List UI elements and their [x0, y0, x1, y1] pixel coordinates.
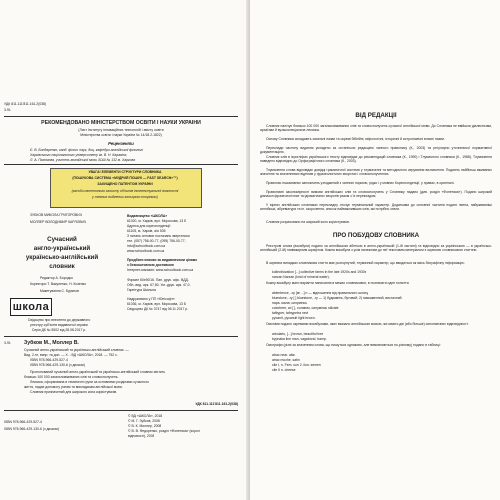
- example-entry: bluestone, -ry [ ] bluestone, -ry — 1) будкамінь, бутовий; 2) гамкаменний, вистачний: [272, 296, 402, 300]
- example-entry: cile I, n. Fem. son 2. ilon: semen: [272, 363, 321, 367]
- paragraph: Омографи (різні за значенням слова, що пишуться однаково, але вимовляються по-різному) подано в таблиці:: [266, 343, 441, 347]
- isbn: ISBN 978-966-429-527-4: [4, 420, 42, 424]
- order-title: з безкоштовною доставкою: [127, 263, 174, 267]
- paragraph: Переклади частину видання укладено за останньою редакцією чинного правопису (К., 2003) та регулярно уточнюючої нормативної документацією.: [260, 146, 492, 154]
- paragraph: Правописні закономірності вимови англійських слів та словосполучень у Словнику надано (див. розділ «Фонетика»). Подано широкий діапазон фразеологічних та ідіоматичних зворотів разом з їх перекладом.: [260, 190, 492, 198]
- copyright: © М. Г. Зубков, 2008: [128, 419, 160, 423]
- isbn: ISBN 978-966-429-130-6 (з диском): [4, 427, 59, 431]
- patent-notice-line: (ПОШУКОВА СИСТЕМА «МУДРИЙ ПОШУК — FAST SEARCH»™): [72, 176, 178, 180]
- right-page: [250, 0, 500, 500]
- annotation-line: Лексика, сформована в тематичні групи за основними розділами сучасного: [30, 380, 149, 384]
- patent-notice-line: ЗАХИЩЕНО ПАТЕНТОМ УКРАЇНИ: [97, 182, 153, 186]
- annotation-line: близько 100 000 загальновживаних слів та словосполучень.: [24, 375, 119, 379]
- udc-code: УДК 811.111'811.161.2(038): [4, 102, 47, 106]
- paragraph: Словник налічує близько 100 000 загальновживаних слів та словосполучень сучасної англійської мови. До Словника не ввійшли діалектизми, архаїзми й вузькоспеціальна лексика.: [260, 124, 492, 132]
- printer-info: Свідоцтво ДК № 3747 від 06.11.2017 р.: [127, 307, 189, 311]
- order-title: Придбати книжки за видавничими цінами: [127, 258, 198, 262]
- paragraph: Основу Словника складають загальні назви та окремі біблійні, міфологічні, історичні й астрономічні власні назви.: [266, 137, 445, 141]
- publisher-info: 61105, м. Харків, а/я 535: [127, 229, 166, 233]
- format-info: Гарнітура Шкільна: [127, 288, 156, 292]
- publisher-logo: школа: [10, 298, 52, 316]
- publisher-info: тел. (057) 756-00-77, (095) 756-00-77,: [127, 239, 186, 243]
- example-entry: tafbyper, tafnypetra nevi: [272, 311, 309, 315]
- printer-info: 61036, м. Харків, вул. Морозова, 13 Б: [127, 302, 187, 306]
- example-entry: colorbeer, cd [ ], соляник, силумінсь silicate: [272, 306, 339, 310]
- reviewer: Л. А. Пахомова, учитель англійської мови ЗОШ № 132 м. Харкова: [30, 158, 136, 162]
- example-entry: abientence, -cy [æ ...] н — відношення від правильного шляху: [272, 291, 369, 295]
- proofreader-credit: Коректори Т. Вакуленко, Н. Козенко: [30, 282, 87, 286]
- example-entry: cile II n. cheese: [272, 368, 296, 372]
- recommendation-title: РЕКОМЕНДОВАНО МІНІСТЕРСТВОМ ОСВІТИ І НАУКИ УКРАЇНИ: [41, 120, 201, 126]
- book-title: словник: [49, 263, 75, 270]
- format-info: Обл.-вид. арк. 67,80. Ум.-друк. арк. 47,0.: [127, 283, 191, 287]
- section-heading: ВІД РЕДАКЦІЇ: [355, 112, 397, 119]
- section-heading: ПРО ПОБУДОВУ СЛОВНИКА: [332, 232, 420, 239]
- divider: [4, 164, 238, 165]
- recommendation-line: Міністерства освіти і науки України № 14/18.2-1822): [80, 133, 162, 137]
- certificate-info: Серія ДК № 5502 від 28.08.2017 р.: [31, 328, 87, 332]
- publisher-info: Адреса для кореспонденції:: [127, 224, 172, 228]
- layout-credit: Макетування С. Бурянов: [40, 289, 79, 293]
- divider: [4, 410, 238, 411]
- example-entry: arbolaris, [...] brown, beautiful tree: [272, 332, 324, 336]
- bibliography-line: Сучасний англо-український та українсько-англійський словник. —: [24, 348, 129, 352]
- paragraph: Правопис іншомовних запозичень узгоджений з чинною нормою, рідко і у мовних Кореспонденції, у правах, в оригіналі.: [266, 181, 455, 185]
- paragraph: Словник слів в ієрогліфах українського тексту відповідає до рекомендацій словника (К., 1990) і Тлумачного словника (К., 1988). Тлумачення наведено відповідно до Орфографічного словника (К., 2003).: [260, 155, 492, 163]
- publisher-info: 61020, м. Харків, вул. Моросова, 13 Б: [127, 219, 187, 223]
- reviewer: Харківського національного університету ім. В. Н. Каразіна;: [30, 153, 127, 157]
- paragraph: Реєстрові слова (вокабули) подано за англійською абеткою в англо-українській (1-ій частині) та відповідно за українською — в українсько-англійській (2-ій) напівжирним шрифтом. Кожна вокабула з усім належним до неї текстовим матеріалом є окремою словниковою статтею.: [260, 244, 492, 252]
- format-info: Формат 60х90/16. Пап. друк. офс. ВДД.: [127, 278, 189, 282]
- example-entry: пара. мала; силумінсь: [272, 301, 307, 305]
- author-name: МОЛЛЕР ВОЛОДИМИР КАРЛОВИЧ: [30, 220, 87, 224]
- udc-code: УДК 811.111'811.161.2(038): [195, 402, 238, 406]
- order-info: Інтернет-магазин: www.schoolbook.com.ua: [127, 268, 194, 272]
- bibliography-line: Вид. 2-ге, випр. та доп. — Х. : ВД «ШКОЛА», 2018. — 752 с.: [24, 353, 118, 357]
- author-name: ЗУБКОВ МИКОЛА ГРИГОРОВИЧ: [30, 213, 82, 217]
- publisher-info: www.schoolbook.com.ua: [127, 249, 165, 253]
- example-entry: bypnaka line man, vagabond, tramp.: [272, 337, 327, 341]
- publisher-info: info@schoolbook.com.ua: [127, 244, 166, 248]
- annotation-line: Пропонований сучасний англо-український та українсько-англійський словник містить: [30, 370, 166, 374]
- certificate-info: Свідоцтво про внесення до державного: [27, 318, 91, 322]
- example-entry: atrac near. afar.: [272, 353, 296, 357]
- book-title: Сучасний: [47, 236, 77, 243]
- copyright: © В. К. Моллер, 2008: [128, 424, 162, 428]
- divider: [4, 336, 238, 337]
- reviewers-title: Рецензенти: [108, 141, 134, 146]
- copyright: © В. В. Федоренко, розділ «Фонетика» (королі: [128, 429, 201, 433]
- copyright: відповості), 2008: [128, 434, 155, 438]
- patent-notice-line: (засоби патентного захисту об'єктів інтелектуальної власності: [71, 189, 179, 193]
- book-title: англо-український: [33, 245, 91, 252]
- example-entry: kollectivization [...] collective farms in the late 1920s and 1930s: [272, 270, 367, 274]
- divider: [4, 116, 238, 117]
- publisher-info: Видавництво «ШКОЛА»: [127, 214, 168, 218]
- catalog-code: 3-91: [4, 341, 11, 345]
- paragraph: В окремих випадках словникова стаття має розгорнутий, тлумачний характер, що вводиться як якісь біографічну інформацію:: [266, 261, 465, 265]
- bibliography-line: ISBN 978-966-429-527-4: [30, 358, 68, 362]
- paragraph: Тлумачення слова відповідає довідці граматичної системи у тлумаченні та методичного керування визначення. Подають найбільш вживаних значення та значеннєвих відтінків у фразеологічних зворотах і словосполученнях.: [260, 168, 492, 176]
- patent-notice-box: [50, 168, 202, 208]
- publisher-info: З питань оптових постачань звертатися:: [127, 234, 191, 238]
- paragraph: Омоніми подано окремими вокабулами, яких вказано англійською мовою, які мають дві (або більше) синонімічних відповідності:: [266, 322, 469, 326]
- book-title: українсько-англійський: [25, 254, 99, 261]
- example-entry: narzan Narzan (kind of mineral water).: [272, 275, 330, 279]
- example-entry: atrac moche. satin: [272, 358, 300, 362]
- reviewer: Є. В. Бондаренко, канд. філол. наук, доц. кафедри англійської філології: [30, 148, 144, 152]
- paragraph: У вірних англійських словниках перекладну оточує термінальний характер. Додатками до основної частини подані: імена, найуживаніші англійські, абревіатури та ін. скорочення, список найважливіших слів, які потрібно знати.: [260, 203, 492, 211]
- annotation-line: Словник призначений для широкого кола користувачів.: [30, 390, 118, 394]
- paragraph: Словник розраховано на широкий коло користувачів.: [266, 220, 350, 224]
- recommendation-line: (Лист Інституту інноваційних технологій і змісту освіти: [78, 128, 164, 132]
- patent-notice-line: УВАГА! ЕЛЕМЕНТИ СТРУКТУРИ СЛОВНИКА: [88, 170, 162, 174]
- patent-notice-line: у темних виділених кольором сторінках): [92, 195, 158, 199]
- copyright: © ВД «ШКОЛА», 2018: [128, 414, 163, 418]
- annotation-line: життя, надає допомогу учням та викладачам англійської мови.: [24, 385, 123, 389]
- certificate-info: реєстру суб'єктів видавничої справи: [30, 323, 88, 327]
- example-entry: pycanit, pycanuit light brown.: [272, 316, 316, 320]
- bibliography-line: ISBN 978-966-429-130-6 (з диском): [30, 363, 85, 367]
- editor-credit: Редактор А. Бородко: [40, 276, 73, 280]
- paragraph: Кожну вокабулу мати варіанти написання в межах словникових, в позначати одне поняття:: [266, 281, 410, 285]
- catalog-code: 3-91: [4, 108, 11, 112]
- bibliography-authors: Зубков М., Моллер В.: [24, 340, 79, 346]
- printer-info: Надруковано у ПП «Юнісофт»: [127, 297, 175, 301]
